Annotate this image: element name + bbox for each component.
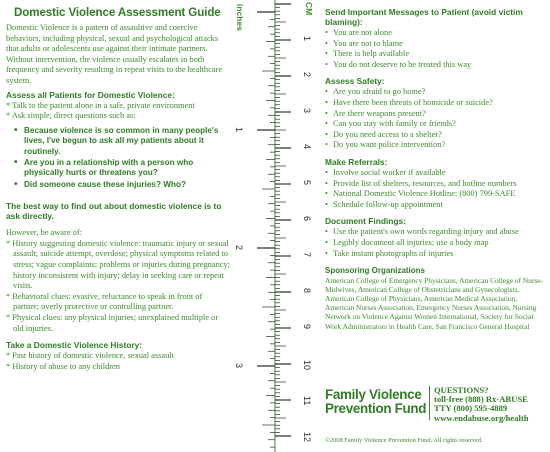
right-column — [325, 7, 547, 331]
copyright-notice: ©2008 Family Violence Prevention Fund. All rights reserved. — [325, 437, 483, 444]
cm-ticks — [275, 4, 312, 442]
messages-heading: Send Important Messages to Patient (avoid victim blaming): — [325, 7, 523, 27]
inches-label: inches — [235, 4, 245, 31]
list-item: • Schedule follow-up appointment — [325, 200, 547, 211]
cm-number: 9 — [302, 324, 312, 330]
list-item: • Have there been threats of homicide or suicide? — [325, 98, 547, 109]
inch-number: 3 — [234, 363, 244, 369]
cm-number: 11 — [302, 396, 312, 406]
website-link[interactable]: www.endabuse.org/health — [434, 412, 529, 423]
cm-number: 6 — [302, 216, 312, 222]
footer-block — [325, 386, 547, 436]
cm-label: CM — [304, 2, 314, 16]
measuring-ruler — [232, 0, 318, 452]
history-heading: Take a Domestic Violence History: — [6, 340, 143, 351]
safety-list — [325, 87, 547, 151]
cm-number: 12 — [302, 432, 312, 443]
fvpf-logo: Family Violence Prevention Fund — [325, 387, 427, 416]
inch-number: 1 — [234, 127, 244, 133]
list-item: • Are you afraid to go home? — [325, 87, 547, 98]
question-item: • Did someone cause these injuries? Who? — [24, 180, 230, 190]
sponsors-heading: Sponsoring Organizations — [325, 266, 426, 276]
cm-number: 2 — [302, 72, 312, 78]
findings-list — [325, 227, 547, 259]
list-item: * History suggesting domestic violence: traumatic injury or sexual assault; suicide attempt, overdose; physical symptoms related to stress; vague complaints; problems or injuries during pregnancy; history inconsistent with injury; delay in seeking care or repeat visits. — [6, 239, 230, 292]
cm-number: 4 — [302, 144, 312, 150]
ruler-graphic — [232, 0, 318, 452]
cm-number: 1 — [302, 36, 312, 42]
cm-number: 8 — [302, 288, 312, 294]
list-item: • You do not deserve to be treated this way — [325, 60, 547, 71]
assess-all-list — [6, 101, 230, 122]
list-item: * Past history of domestic violence, sexual assault — [6, 351, 230, 362]
list-item: * Talk to the patient alone in a safe, private environment — [6, 101, 230, 112]
question-item: • Are you in a relationship with a person who physically hurts or threatens you? — [24, 158, 230, 179]
cm-number: 10 — [302, 360, 312, 371]
assess-all-heading: Assess all Patients for Domestic Violence: — [6, 89, 175, 100]
list-item: • There is help available — [325, 49, 547, 60]
referrals-heading: Make Referrals: — [325, 156, 388, 167]
inch-number: 2 — [234, 245, 244, 251]
list-item: • Legibly document all injuries; use a body map — [325, 238, 547, 249]
tollfree-phone: toll-free (888) Rx-ABUSE — [434, 394, 528, 405]
intro-paragraph: Domestic Violence is a pattern of assaultive and coercive behaviors, including physical, sexual and psychological attacks that adults or adolescents use against their intimate partners. Without intervention, the violence usually escalates in both frequency and severity resulting in repeat visits to the healthcare system. — [6, 23, 223, 85]
contact-box — [429, 385, 550, 423]
findings-heading: Document Findings: — [325, 216, 406, 227]
cm-number: 7 — [302, 252, 312, 258]
best-way-statement: The best way to find out about domestic violence is to ask directly. — [6, 201, 222, 222]
list-item: • You are not to blame — [325, 39, 547, 50]
referrals-list — [325, 168, 547, 210]
safety-heading: Assess Safety: — [325, 76, 385, 87]
list-item: • Do you want police intervention? — [325, 140, 547, 151]
questions-label: QUESTIONS? — [434, 385, 489, 395]
list-item: • Are there weapons present? — [325, 109, 547, 120]
sponsors-text: American College of Emergency Physicians, American College of Nurse-Midwives, American College of Obstetricians and Gynecologists, American College of Physicians, American Medical Association, American Nurses Association, Emergency Nurses Association, Nursing Network on Violence Against Women International, Society for Social Work Administrators in Health Care, San Francisco General Hospital — [325, 276, 544, 331]
guide-title: Domestic Violence Assessment Guide — [14, 6, 221, 19]
question-item: • Because violence is so common in many people's lives, I've begun to ask all my patients about it routinely. — [24, 126, 230, 157]
list-item: • National Domestic Violence Hotline: (800) 799-SAFE — [325, 189, 547, 200]
screening-questions — [6, 126, 230, 190]
list-item: * Behavioral clues: evasive, reluctance to speak in front of partner; overly protective or controlling partner. — [6, 292, 230, 313]
list-item: • Can you stay with family or friends? — [325, 119, 547, 130]
aware-list — [6, 239, 230, 334]
list-item: * History of abuse to any children — [6, 362, 230, 373]
list-item: * Physical clues: any physical injuries; unexplained multiple or old injuries. — [6, 313, 230, 334]
list-item: • Do you need access to a shelter? — [325, 130, 547, 141]
aware-label: However, be aware of: — [6, 228, 82, 238]
list-item: • Take instant photographs of injuries — [325, 249, 547, 260]
list-item: • Involve social worker if available — [325, 168, 547, 179]
left-column — [6, 6, 230, 372]
list-item: • Use the patient's own words regarding injury and abuse — [325, 227, 547, 238]
history-list — [6, 351, 230, 372]
list-item: * Ask simple, direct questions such as: — [6, 111, 230, 122]
inch-ticks — [234, 12, 275, 452]
cm-number: 5 — [302, 180, 312, 186]
tty-phone: TTY (800) 595-4889 — [434, 403, 508, 414]
list-item: • You are not alone — [325, 28, 547, 39]
list-item: • Provide list of shelters, resources, and hotline numbers — [325, 179, 547, 190]
messages-list — [325, 28, 547, 70]
cm-number: 3 — [302, 108, 312, 114]
